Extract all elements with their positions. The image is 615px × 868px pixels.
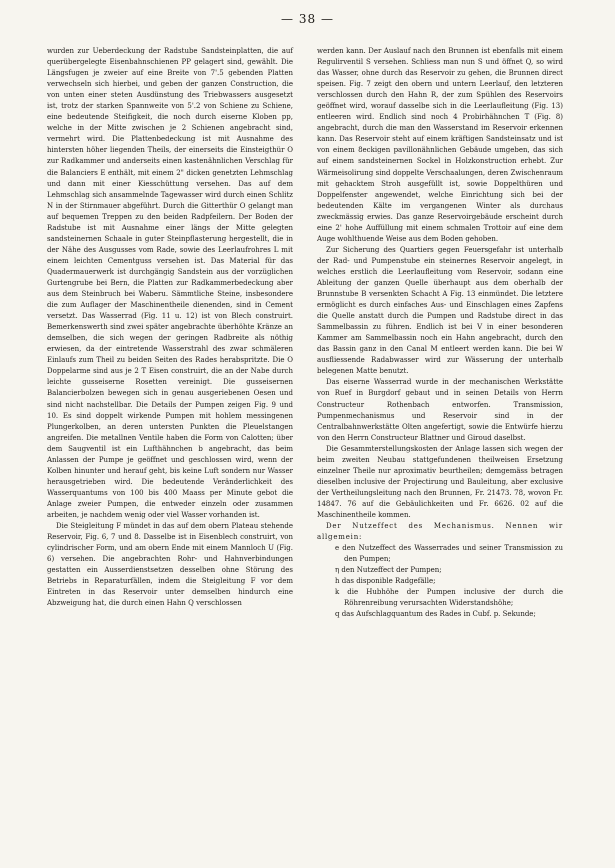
definition-item: q das Aufschlagquantum des Rades in Cubf. p. Sekunde; bbox=[335, 610, 536, 619]
right-paragraph: Das eiserne Wasserrad wurde in der mechanischen Werkstätte von Ruef in Burgdorf gebaut und in seinen Details von Herrn Constructeur Rothenbach entworfen. Transmission, Pumpenmechanismus und Reservoir sind in der Centralbahnwerkstätte Olten angefertigt, sowie die Entwürfe hierzu von den Herrn Constructeur Blattner und Giroud daselbst. bbox=[317, 378, 563, 442]
definition-item: e den Nutzeffect des Wasserrades und seiner Transmission zu den Pumpen; bbox=[335, 544, 563, 564]
section-heading: Der Nutzeffect des Mechanismus. Nennen wir allgemein: bbox=[317, 522, 563, 542]
right-paragraph: Zur Sicherung des Quartiers gegen Feuersgefahr ist unterhalb der Rad- und Pumpenstube ein steinernes Reservoir angelegt, in welches erstlich die Leerlaufleitung vom Reservoir, sodann eine Ableitung der ganzen Quelle überhaupt aus dem oberhalb der Brunnstube B versenkten Schacht A Fig. 13 einmündet. Die letztere ermöglicht es durch einfaches Aus- und Einschlagen eines Zapfens die Quelle anstatt durch die Pumpen und Radstube direct in das Sammelbassin zu führen. Endlich ist bei V in einer besonderen Kammer am Sammelbassin noch ein Hahn angebracht, durch den das Bassin ganz in den Canal M entleert werden kann. Die bei W ausfliessende Radabwasser wird zur Wässerung der unterhalb belegenen Matte benutzt. bbox=[317, 245, 563, 376]
definition-item: η den Nutzeffect der Pumpen; bbox=[335, 566, 442, 575]
definition-list bbox=[317, 543, 563, 620]
right-paragraph: werden kann. Der Auslauf nach den Brunnen ist ebenfalls mit einem Regulirventil S versehen. Schliess man nun S und öffnet Q, so wird das Wasser, ohne durch das Reservoir zu gehen, die Brunnen direct speisen. Fig. 7 zeigt den obern und untern Leerlauf, den letzteren verschlossen durch den Hahn R, der zum Spühlen des Reservoirs geöffnet wird, worauf dasselbe sich in die Leerlaufleitung (Fig. 13) entleeren wird. Endlich sind noch 4 Probirhähnchen T (Fig. 8) angebracht, durch die man den Wasserstand im Reservoir erkennen kann. Das Reservoir steht auf einem kräftigen Sandsteinsatz und ist von einem 8eckigen pavillonähnlichen Gebäude umgeben, das sich auf einem sandsteinernen Sockel in Holzkonstruction erhebt. Zur Wärmeisolirung sind doppelte Verschaalungen, deren Zwischenraum mit gehacktem Stroh ausgefüllt ist, sowie Doppelthüren und Doppelfenster angewendet, welche Einrichtung sich bei der bedeutenden Kälte im vergangenen Winter als durchaus zweckmässig erwies. Das ganze Reservoirgebäude erscheint durch eine 2' hohe Auffüllung mit einem schmalen Trottoir auf eine dem Auge wohlthuende Weise aus dem Boden gehoben. bbox=[317, 47, 563, 243]
left-paragraph: wurden zur Ueberdeckung der Radstube Sandsteinplatten, die auf querübergelegte Eisenbahnschienen PP gelagert sind, gewählt. Die Längsfugen je zweier auf eine Breite von 7'.5 gebenden Platten verwechseln sich hierbei, und geben der ganzen Construction, die von unten einer steten Ausdünstung des Triebwassers ausgesetzt ist, trotz der starken Spannweite von 5'.2 von Schiene zu Schiene, eine bedeutende Steifigkeit, die noch durch eiserne Kloben pp, welche in der Mitte zwischen je 2 Schienen angebracht sind, vermehrt wird. Die Plattenbedeckung ist mit Ausnahme des hintersten höher liegenden Theils, der einerseits die Einsteigthür O zur Radkammer und anderseits einen kastenähnlichen Verschlag für die Balanciers E enthält, mit einem 2" dicken genetzten Lehmschlag und dann mit einer Kiesschüttung versehen. Das auf dem Lehmschlag sich ansammelnde Tagewasser wird durch einen Schlitz N in der Stirnmauer abgeführt. Durch die Gitterthür O gelangt man auf bequemen Treppen zu den beiden Radpfeilern. Der Boden der Radstube ist mit Ausnahme einer längs der Mitte gelegten sandsteinernen Schaale in guter Steinpflasterung hergestellt, die in der Nähe des Ausgusses vom Rade, sowie des Leerlaufrohres L mit einem leichten Cementguss versehen ist. Das Material für das Quadermauerwerk ist durchgängig Sandstein aus der vorzüglichen Gurtengrube bei Bern, die Platten zur Radkammerbedeckung aber aus dem Steinbruch bei Waberu. Sämmtliche Steine, insbesondere die zum Auflager der Maschinentheile dienenden, sind in Cement versetzt. Das Wasserrad (Fig. 11 u. 12) ist von Blech construirt. Bemerkenswerth sind zwei später angebrachte überhöhte Kränze an demselben, die sich wegen der geringen Radbreite als nöthig erwiesen, da der eintretende Wasserstrahl des zwar schmäleren Einlaufs zum Theil zu beiden Seiten des Rades herabspritzte. Die O Doppelarme sind aus je 2 T Eisen construirt, die an der Nabe durch leichte gusseiserne Rosetten vereinigt. Die gusseisernen Balancierbolzen bewegen sich in genau ausgeriebenen Oesen und sind nicht nachstellbar. Die Details der Pumpen zeigen Fig. 9 und 10. Es sind doppelt wirkende Pumpen mit hohlem messingenen Plungerkolben, an deren untersten Punkten die Pleuelstangen angreifen. Die metallnen Ventile haben die Form von Calotten; über dem Saugventil ist ein Lufthähnchen b angebracht, das beim Anlassen der Pumpe je geöffnet und geschlossen wird, wenn der Kolben hinunter und herauf geht, bis keine Luft sondern nur Wasser herausgetrieben wird. Die bedeutende Veränderlichkeit des Wasserquantums von 100 bis 400 Maass per Minute gebot die Anlage zweier Pumpen, die entweder einzeln oder zusammen arbeiten, je nachdem wenig oder viel Wasser vorhanden ist. bbox=[47, 47, 293, 519]
left-column bbox=[47, 46, 293, 609]
right-column bbox=[317, 46, 563, 620]
right-paragraph: Die Gesammterstellungskosten der Anlage lassen sich wegen der beim zweiten Neubau stattgefundenen theilweisen Ersetzung einzelner Theile nur aproximativ beurtheilen; demgemäss betragen dieselben inclusive der Projectirung und Bauleitung, aber exclusive der Vertheilungsleitung nach den Brunnen, Fr. 21473. 78, wovon Fr. 14847. 76 auf die Gebäulichkeiten und Fr. 6626. 02 auf die Maschinentheile kommen. bbox=[317, 444, 563, 519]
left-paragraph: Die Steigleitung F mündet in das auf dem obern Plateau stehende Reservoir, Fig. 6, 7 und 8. Dasselbe ist in Eisenblech construirt, von cylindrischer Form, und am obern Ende mit einem Mannloch U (Fig. 6) versehen. Die angebrachten Rohr- und Hahnverbindungen gestatten ein Ausserdienstsetzen desselben ohne Störung des Betriebs in Reparaturfällen, indem die Steigleitung F vor dem Eintreten in das Reservoir unter demselben hindurch eine Abzweigung hat, die durch einen Hahn Q verschlossen bbox=[47, 522, 293, 608]
definition-item: h das disponible Radgefälle; bbox=[335, 577, 436, 586]
page-number: — 38 — bbox=[281, 12, 334, 26]
definition-item: k die Hubhöhe der Pumpen inclusive der durch die Röhrenreibung verursachten Widerstandshöhe; bbox=[335, 588, 563, 608]
